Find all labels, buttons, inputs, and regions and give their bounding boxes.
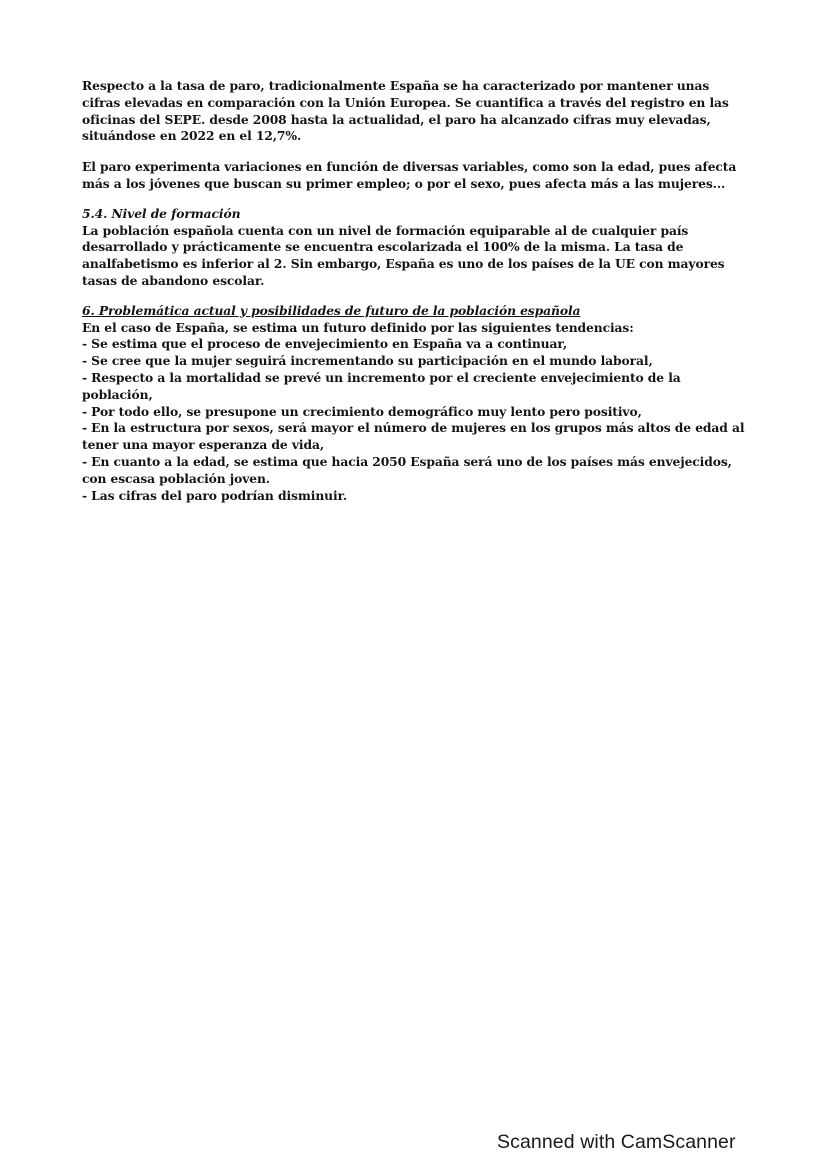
section-heading-education: 5.4. Nivel de formación	[82, 205, 241, 221]
list-item: - Las cifras del paro podrían disminuir.	[82, 487, 348, 503]
list-item: - En cuanto a la edad, se estima que hacia 2050 España será uno de los países más envejecidos, con escasa población joven.	[82, 453, 732, 486]
future-trends-list	[82, 336, 750, 504]
list-item: - Se cree que la mujer seguirá incrementando su participación en el mundo laboral,	[82, 353, 653, 369]
section-heading-future: 6. Problemática actual y posibilidades de futuro de la población española	[82, 302, 581, 318]
paragraph-education: La población española cuenta con un nivel de formación equiparable al de cualquier país desarrollado y prácticamente se encuentra escolarizada el 100% de la misma. La tasa de analfabetismo es inferior al 2. Sin embargo, España es uno de los países de la UE con mayores tasas de abandono escolar.	[82, 222, 725, 288]
list-item: - Respecto a la mortalidad se prevé un incremento por el creciente envejecimiento de la población,	[82, 369, 681, 402]
paragraph-future-intro: En el caso de España, se estima un futuro definido por las siguientes tendencias:	[82, 319, 634, 335]
paragraph-unemployment-rate: Respecto a la tasa de paro, tradicionalmente España se ha caracterizado por mantener unas cifras elevadas en comparación con la Unión Europea. Se cuantifica a través del registro en las oficinas del SEPE. desde 2008 hasta la actualidad, el paro ha alcanzado cifras muy elevadas, situándose en 2022 en el 12,7%.	[82, 78, 729, 144]
list-item: - Por todo ello, se presupone un crecimiento demográfico muy lento pero positivo,	[82, 403, 642, 419]
camscanner-watermark: Scanned with CamScanner	[497, 1131, 736, 1153]
paragraph-unemployment-variables: El paro experimenta variaciones en función de diversas variables, como son la edad, pues afecta más a los jóvenes que buscan su primer empleo; o por el sexo, pues afecta más a las mujeres...	[82, 159, 737, 191]
document-page	[82, 78, 750, 504]
list-item: - Se estima que el proceso de envejecimiento en España va a continuar,	[82, 336, 568, 352]
list-item: - En la estructura por sexos, será mayor el número de mujeres en los grupos más altos de edad al tener una mayor esperanza de vida,	[82, 420, 745, 453]
